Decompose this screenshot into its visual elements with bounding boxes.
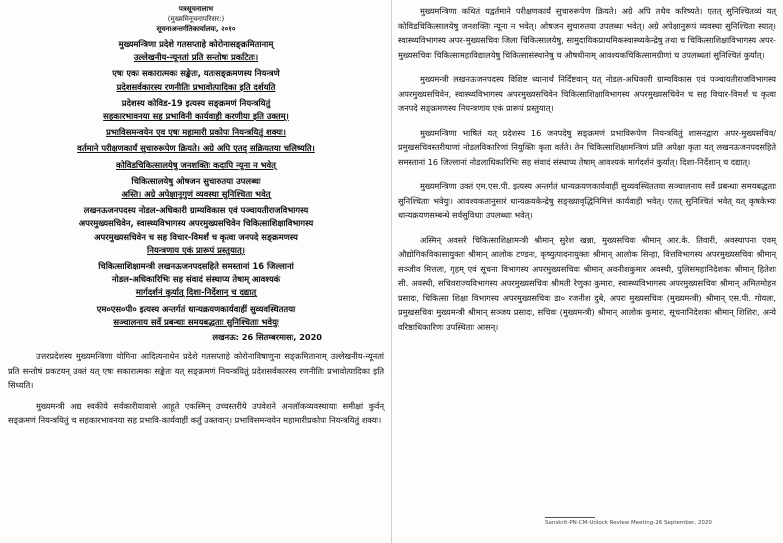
body-paragraph: अस्मिन् अवसरे चिकित्साशिक्षामन्त्री श्रीमान् सुरेश खन्ना, मुख्यसचिवः श्रीमान् आर.के. तिवारी, अवस्थापना एवम् औद्योगिकविकासायुक्तः श्रीमान् आलोक टण्डनः, कृष्युत्पादनायुक्तः श्रीमान् आलोक सिन्हा, वित्तविभागस्य अपरमुख्यसचिवः श्रीमान् सञ्जीव मित्तलः, गृहम् एवं सूचना विभागस्य अपरमुख्यसचिवः श्रीमान् अवनीशकुमार अवस्थी, पुलिसमहानिदेशकः श्रीमान् हितेशः सी. अवस्थी, सचिवराज्यविभागस्य अपरमुख्यसचिवः श्रीमती रेणुका कुमारः, स्वास्थ्यविभागस्य अपरमुख्यसचिवः श्रीमान् अमितमोहन प्रसादः, चिकित्सा शिक्षा विभागस्य अपरमुख्यसचिवः डा० रजनीश दुबे, अपरः मुख्यसचिवः (मुख्यमन्त्री) श्रीमान् एस.पी. गोयलः, प्रमुखसचिवः मुख्यमन्त्री श्रीमान् सञ्जय प्रसादः, सचिवः (मुख्यमन्त्री) श्रीमान् आलोक कुमारः, सूचनानिदेशकः श्रीमान् शिशिरः, अन्ये वरिष्ठाधिकारिणः उपस्थिताः आसन्। — [398, 234, 776, 332]
highlight-line: सञ्चालनाय सर्वे प्रबन्धाः समयबद्धताः सुनिश्चिताः भवेयुः — [113, 316, 279, 327]
highlight-line: उल्लेखनीय-न्यूनतां प्रति सन्तोषः प्रकटितः। — [133, 52, 259, 63]
header-subtitle: (मुख्यमिनूचनापरिसर:) — [167, 15, 225, 23]
column-divider — [391, 0, 392, 543]
footer-reference: Sanskrit-PN-CM-Unlock Review Meeting-26 September, 2020 — [545, 520, 712, 526]
highlight-line: प्रभाविसमन्वयेन एव एषः महामारी प्रकोपः नियन्त्रयितुं शक्यः। — [106, 127, 286, 138]
body-paragraph: मुख्यमन्त्रिणा कथितं यद्वर्तमाने परीक्षणकार्यं सुचारुरूपेण क्रियते। अग्रे अपि तथैव करिष्यते। एतत् सुनिश्चितव्यं यत् कोविडचिकित्सालयेषु जनशक्तिः न्यूना न भवेत्। ओषजन सुचारुतया उपलब्धः भवेत्। अग्रे अपेक्षानुरूपं व्यवस्था सुनिश्चिता स्यात्। स्वास्थ्यविभागस्य अपर-मुख्यसचिवः जिला चिकित्सालयेषु, सामुदायिकप्राथमिकस्वास्थ्यकेन्द्रेषु तथा च चिकित्साशिक्षाविभागस्य अपर-मुख्यसचिवः चिकित्सामहाविद्यालयेषु चिकित्सासंस्थानेषु च औषधीनाम् आवश्यकचिकित्सामग्रीणां च उपलब्धतां सुनिश्चितं कुर्यात्। — [398, 6, 776, 60]
date-line: लखनऊ: 26 सितम्बरमासः, 2020 — [212, 332, 322, 343]
highlight-line: नोडल-अधिकारिभिः सह संवादं संस्थाप्य तेषाम् आवश्यकं — [111, 274, 281, 285]
highlight-line: कोविडचिकित्सालयेषु जनशक्तिः कदापि न्यूना न भवेत् — [116, 159, 276, 170]
body-paragraph: मुख्यमन्त्रिणा उक्तं एम.एस.पी. इत्यस्य अन्तर्गतं धान्यक्रयणकार्यवाहीं सुव्यवस्थिततया सञ्चालनाय सर्वे प्रबन्धाः समयबद्धताः सुनिश्चिताः भवेयुः। आवश्यकतानुसारं धान्यक्रयकेन्द्रेषु सङ्ख्यावृद्धिनिमित्तं कार्यवाही भवेत्। एतत् सुनिश्चितं भवेत् यत् कृषकेभ्यः धान्यक्रयणसम्बन्धे सर्वसुविधाः उपलब्धाः भवेत्। — [398, 181, 776, 220]
highlight-line: अस्ति। अग्रे अपेक्षानुगुणं व्यवस्था सुनिश्चिता भवेत् — [121, 189, 271, 200]
highlight-line: अपरमुख्यसचिवेन, स्वास्थ्यविभागस्य अपरमुख्यसचिवेन चिकित्साशिक्षाविभागस्य — [78, 218, 314, 229]
highlight-line: प्रदेशसर्वकारस्य रणनीतिः प्रभावोत्पादिका इति दर्शयति — [116, 81, 276, 92]
footer-rule — [545, 517, 595, 518]
header-office: सूचनाअन्तर्गतिकार्यालयः, २०१० — [156, 25, 236, 33]
body-paragraph: मुख्यमन्त्री अद्य स्वकीये सर्वकारीयावासे आहूते एकस्मिन् उच्चस्तरीये उपवेशने अनलॉकव्यवस्थायाः समीक्षां कुर्वन् सङ्क्रमणं नियन्त्रयितुं च सहकारभावनया सह प्रभावि-कार्यवाहीं कर्तुं उक्तवान्। प्रभाविसमन्वयेन महामारीप्रकोपः नियन्त्रयितुं शक्यः। — [8, 400, 384, 426]
body-paragraph: मुख्यमन्त्रिणा भाषितं यत् प्रदेशस्य 16 जनपदेषु सङ्क्रमणं प्रभाविरूपेण नियन्त्रयितुं शासनद्वारा अपर-मुख्यसचिव/प्रमुखसचिवस्तरीयाणां नोडलविकारिणां नियुक्तिः कृता वर्तते। तेन चिकित्साशिक्षामन्त्रिणं प्रति अपेक्षा कृता यत् लखनऊजनपदसहिते समस्तानां 16 जिल्लानां नोडलाधिकारिभिः सह संवादं संस्थाप्य तेषाम् आवश्यकं मार्गदर्शनं कुर्यात्। दिशा-निर्देशान् च दद्यात्। — [398, 127, 776, 167]
highlight-line: मुख्यमन्त्रिणा प्रदेशे गतसप्ताहे कोरोनासङ्क्रमितानाम् — [118, 39, 274, 49]
header-title: पत्रसूचनालाभ — [178, 5, 214, 13]
highlight-line: चिकित्साशिक्षामन्त्री लखनऊजनपदसहिते समस्तानां 16 जिल्लानां — [98, 261, 294, 272]
highlight-line: मार्गदर्शनं कुर्यात् दिशा-निर्देशान् च दद्यात् — [135, 287, 257, 298]
header-block — [8, 4, 384, 34]
highlight-line: चिकित्सालयेषु ओषजन सुचारुतया उपलब्धः — [131, 175, 261, 186]
highlight-line: लखनऊजनपदस्य नोडल-अधिकारी ग्राम्यविकास एवं पञ्चायतीराजविभागस्य — [83, 205, 309, 216]
left-body — [8, 349, 384, 428]
left-column — [8, 4, 384, 428]
highlight-line: अपरमुख्यसचिवेन च सह विचार-विमर्शं च कृत्वा जनपदे सङ्क्रमणस्य — [94, 231, 298, 242]
highlight-line: प्रदेशस्य कोविड-19 इत्यस्य सङ्क्रमणं नियन्त्रयितुं — [121, 97, 271, 108]
body-paragraph: उत्तरप्रदेशस्य मुख्यमन्त्रिणा योगिना आदित्यनाथेन प्रदेशे गतसप्ताहे कोरोनाविषाणुना सङ्क्रमितानाम् उल्लेखनीय-न्यूनतां प्रति सन्तोषं प्रकटयन् उक्तं यत् एषः सकारात्मकः सङ्केतः यत् सङ्क्रमणं नियन्त्रयितुं प्रदेशसर्वकारस्य रणनीतिः प्रभावोत्पादिका इति सिध्यति। — [8, 351, 384, 391]
highlight-line: सहकारभावनया सह प्रभाविनी कार्यवाही करणीया इति उक्तम्। — [103, 111, 289, 122]
highlight-points — [8, 38, 384, 329]
body-paragraph: मुख्यमन्त्री लखनऊजनपदस्य विशिष्ट ध्यानार्थं निर्दिष्टवान् यत् नोडल-अधिकारी ग्राम्यविकास एवं पञ्चायतीराजविभागस्य अपरमुख्यसचिवेन, स्वास्थ्यविभागस्य अपरमुख्यसचिवेन चिकित्साशिक्षाविभागस्य अपरमुख्यसचिवेन च सह विचार-विमर्शं च कृत्वा जनपदे सङ्क्रमणस्य नियन्त्रणाय एकं प्रारूपं प्रस्तुयात्। — [398, 74, 776, 113]
highlight-line: वर्तमाने परीक्षणकार्यं सुचारुरूपेण क्रियते। अग्रे अपि एतद् सक्रियतया चलिष्यति। — [77, 143, 315, 154]
highlight-line: एषः एकः सकारात्मकः सङ्केतः, यतःसङ्क्रमणस्य नियन्त्रणे — [112, 68, 280, 79]
highlight-line: एम०एस०पी० इत्यस्य अन्तर्गतं धान्यक्रयणकार्यवाहीं सुव्यवस्थिततया — [96, 303, 296, 314]
right-column — [398, 4, 776, 334]
highlight-line: नियन्त्रणाय एकं प्रारूपं प्रस्तुयात्। — [147, 244, 245, 255]
